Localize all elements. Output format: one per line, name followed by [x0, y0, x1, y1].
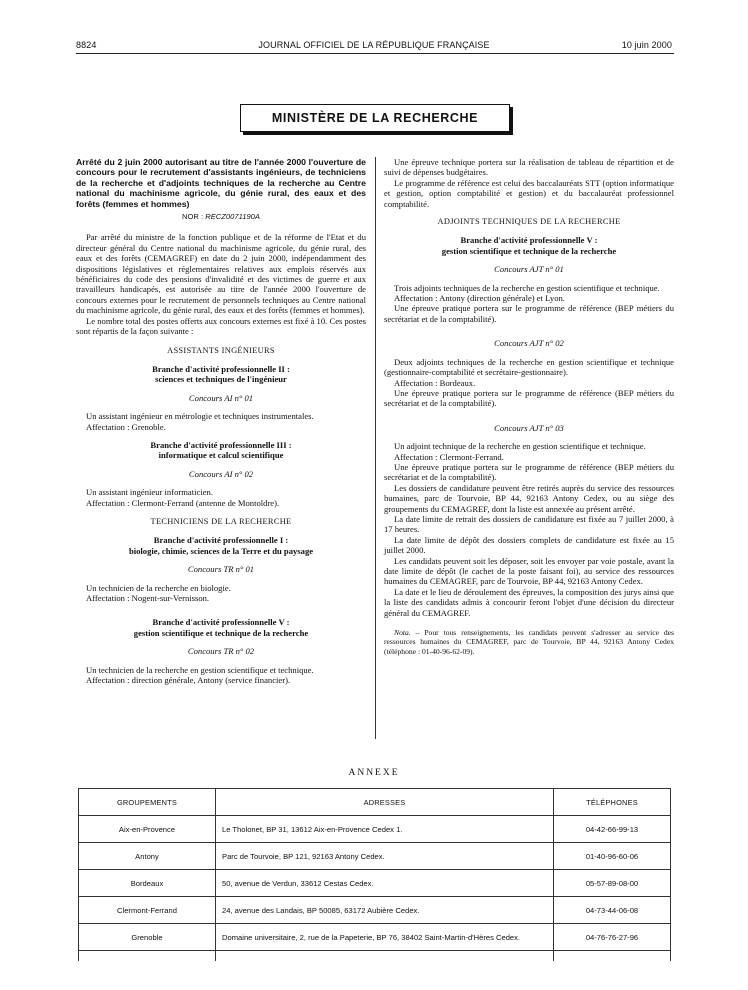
- telephone-cell: 04-42-66-99-13: [554, 816, 671, 843]
- concours-label: Concours TR n° 01: [187, 564, 255, 575]
- branch-line: Branche d'activité professionnelle V :: [152, 617, 290, 628]
- adresse-cell: [216, 951, 554, 962]
- post-description: Trois adjoints techniques de la recherche en gestion scientifique et technique.: [394, 282, 660, 293]
- concours-label: Concours AI n° 02: [188, 468, 254, 479]
- post-affectation: Affectation : Antony (direction générale) et Lyon.: [394, 293, 565, 304]
- branch-line: gestion scientifique et technique de la recherche: [441, 245, 617, 256]
- section-heading: ASSISTANTS INGÉNIEURS: [167, 345, 275, 355]
- telephone-cell: 05-57-89-08-00: [554, 870, 671, 897]
- ministry-heading: MINISTÈRE DE LA RECHERCHE: [240, 104, 510, 132]
- nota-text: – Pour tous renseignements, les candidats peuvent s'adresser au service des ressources humaines du CEMAGREF, parc de Tourvoie, BP 44, 92163 Antony Cedex (téléphone : 01-40-96-62-09).: [384, 628, 674, 656]
- concours-label: Concours AJT n° 01: [494, 264, 564, 275]
- groupement-cell: Grenoble: [79, 924, 216, 951]
- table-row: [79, 897, 671, 924]
- issue-date: 10 juin 2000: [621, 40, 672, 50]
- annexe-title: ANNEXE: [348, 768, 400, 778]
- branch-heading: [384, 235, 674, 256]
- exam-paragraph: Une épreuve pratique portera sur le programme de référence (BEP métiers du secrétariat et de la comptabilité).: [384, 303, 674, 324]
- procedure-paragraph: La date limite de dépôt des dossiers complets de candidature est fixée au 15 juillet 2000.: [384, 534, 674, 556]
- annexe-table: [78, 788, 671, 961]
- decree-paragraph: Par arrêté du ministre de la fonction publique et de la réforme de l'Etat et du directeur général du Centre national du machinisme agricole, du génie rural, des eaux et des forêts (CEMAGREF) en date du 2 juin 2000, indépendamment des dispositions législatives et réglementaires relatives aux emplois réservés aux bénéficiaires du code des pensions d'invalidité et des victimes de guerre et aux travailleurs handicapés, est autorisée au titre de l'année 2000 l'ouverture de concours externes pour le recrutement de personnels techniques au Centre national du machinisme agricole, du génie rural, des eaux et des forêts (femmes et hommes).: [76, 232, 366, 316]
- adresse-cell: Le Tholonet, BP 31, 13612 Aix-en-Provence Cedex 1.: [216, 816, 554, 843]
- groupement-cell: [79, 951, 216, 962]
- procedure-paragraph: Les candidats peuvent soit les déposer, soit les envoyer par voie postale, avant la date limite de dépôt (le cachet de la poste faisant foi), au service des ressources humaines du CEMAGREF, parc de Tourvoie, BP 44, 92163 Antony Cedex.: [384, 555, 674, 587]
- procedure-paragraph: Les dossiers de candidature peuvent être retirés auprès du service des ressources humaines, parc de Tourvoie, BP 44, 92163 Antony Cedex, ou au siège des groupements du CEMAGREF, dont la liste est annexée au présent arrêté.: [384, 482, 674, 514]
- procedure-paragraph: La date et le lieu de déroulement des épreuves, la composition des jurys ainsi que la liste des candidats admis à concourir feront l'objet d'une décision du directeur général du CEMAGREF.: [384, 586, 674, 618]
- procedure-paragraph: La date limite de retrait des dossiers de candidature est fixée au 7 juillet 2000, à 17 heures.: [384, 513, 674, 535]
- section-heading: TECHNICIENS DE LA RECHERCHE: [150, 516, 292, 526]
- adresse-cell: 24, avenue des Landais, BP 50085, 63172 Aubière Cedex.: [216, 897, 554, 924]
- column-header: GROUPEMENTS: [79, 789, 216, 816]
- post-affectation: Affectation : Bordeaux.: [394, 377, 476, 388]
- left-column: [76, 157, 366, 685]
- post-description: Un assistant ingénieur en métrologie et techniques instrumentales.: [86, 411, 314, 422]
- concours-label: Concours AJT n° 03: [494, 422, 564, 433]
- table-row: [79, 924, 671, 951]
- nota-note: [384, 628, 674, 656]
- post-description: Un technicien de la recherche en gestion scientifique et technique.: [86, 664, 314, 675]
- branch-heading: [76, 364, 366, 385]
- post-description: Un assistant ingénieur informaticien.: [86, 487, 213, 498]
- branch-line: Branche d'activité professionnelle V :: [460, 235, 598, 246]
- right-column: [384, 157, 674, 656]
- exam-paragraph: Une épreuve pratique portera sur le programme de référence (BEP métiers du secrétariat et de la comptabilité).: [384, 461, 674, 483]
- adresse-cell: 50, avenue de Verdun, 33612 Cestas Cedex.: [216, 870, 554, 897]
- exam-paragraph: Une épreuve pratique portera sur le programme de référence (BEP métiers du secrétariat et de la comptabilité).: [384, 387, 674, 409]
- concours-label: Concours AI n° 01: [188, 392, 254, 403]
- exam-paragraph: Le programme de référence est celui des baccalauréats STT (option informatique et gestion, option comptabilité et gestion) et du baccalauréat professionnel comptabilité.: [384, 177, 674, 209]
- adresse-cell: Domaine universitaire, 2, rue de la Papeterie, BP 76, 38402 Saint-Martin-d'Hères Cedex.: [216, 924, 554, 951]
- column-header: ADRESSES: [216, 789, 554, 816]
- column-header: TÉLÉPHONES: [554, 789, 671, 816]
- table-row: [79, 843, 671, 870]
- nor-label: NOR :: [182, 212, 204, 222]
- nota-label: Nota.: [394, 628, 411, 638]
- telephone-cell: 04-73-44-06-08: [554, 897, 671, 924]
- branch-line: biologie, chimie, sciences de la Terre et du paysage: [128, 545, 314, 556]
- nor-reference: [76, 212, 366, 222]
- branch-line: Branche d'activité professionnelle I :: [153, 535, 289, 546]
- branch-line: informatique et calcul scientifique: [158, 450, 284, 461]
- table-row: [79, 816, 671, 843]
- exam-paragraph: Une épreuve technique portera sur la réalisation de tableau de répartition et de suivi de dépenses budgétaires.: [384, 157, 674, 178]
- header-divider: [76, 53, 674, 54]
- concours-label: Concours TR n° 02: [187, 646, 255, 657]
- table-row: [79, 870, 671, 897]
- post-affectation: Affectation : direction générale, Antony (service financier).: [86, 675, 291, 686]
- groupement-cell: Clermont-Ferrand: [79, 897, 216, 924]
- post-description: Deux adjoints techniques de la recherche en gestion scientifique et technique (gestionnaire-comptabilité et secrétaire-gestionnaire).: [384, 356, 674, 378]
- branch-heading: [76, 440, 366, 461]
- branch-line: Branche d'activité professionnelle III :: [150, 439, 292, 450]
- post-description: Un adjoint technique de la recherche en gestion scientifique et technique.: [394, 441, 646, 452]
- groupement-cell: Aix-en-Provence: [79, 816, 216, 843]
- concours-label: Concours AJT n° 02: [494, 338, 564, 349]
- telephone-cell: [554, 951, 671, 962]
- post-affectation: Affectation : Grenoble.: [86, 421, 166, 432]
- table-header-row: [79, 789, 671, 816]
- column-divider: [375, 157, 376, 739]
- groupement-cell: Bordeaux: [79, 870, 216, 897]
- telephone-cell: 01-40-96-60-06: [554, 843, 671, 870]
- branch-heading: [76, 535, 366, 556]
- page-number: 8824: [76, 40, 97, 50]
- section-heading: ADJOINTS TECHNIQUES DE LA RECHERCHE: [437, 217, 621, 227]
- nor-code: RECZ0071190A: [205, 212, 260, 222]
- groupement-cell: Antony: [79, 843, 216, 870]
- branch-line: sciences et techniques de l'ingénieur: [155, 374, 287, 385]
- branch-heading: [76, 617, 366, 638]
- branch-line: Branche d'activité professionnelle II :: [152, 363, 290, 374]
- branch-line: gestion scientifique et technique de la recherche: [133, 627, 309, 638]
- telephone-cell: 04-76-76-27-96: [554, 924, 671, 951]
- decree-title: Arrêté du 2 juin 2000 autorisant au titre de l'année 2000 l'ouverture de concours pour le recrutement d'assistants ingénieurs, de techniciens de la recherche et d'adjoints techniques de la recherche au Centre national du machinisme agricole, du génie rural, des eaux et des forêts (femmes et hommes): [76, 157, 366, 209]
- post-affectation: Affectation : Clermont-Ferrand.: [394, 451, 504, 462]
- post-affectation: Affectation : Clermont-Ferrand (antenne de Montoldre).: [86, 497, 280, 508]
- table-row-continued: [79, 951, 671, 962]
- post-affectation: Affectation : Nogent-sur-Vernisson.: [86, 593, 210, 603]
- adresse-cell: Parc de Tourvoie, BP 121, 92163 Antony Cedex.: [216, 843, 554, 870]
- post-description: Un technicien de la recherche en biologie.: [86, 582, 231, 593]
- journal-title: JOURNAL OFFICIEL DE LA RÉPUBLIQUE FRANÇAISE: [258, 40, 490, 50]
- decree-paragraph: Le nombre total des postes offerts aux concours externes est fixé à 10. Ces postes sont répartis de la façon suivante :: [76, 315, 366, 337]
